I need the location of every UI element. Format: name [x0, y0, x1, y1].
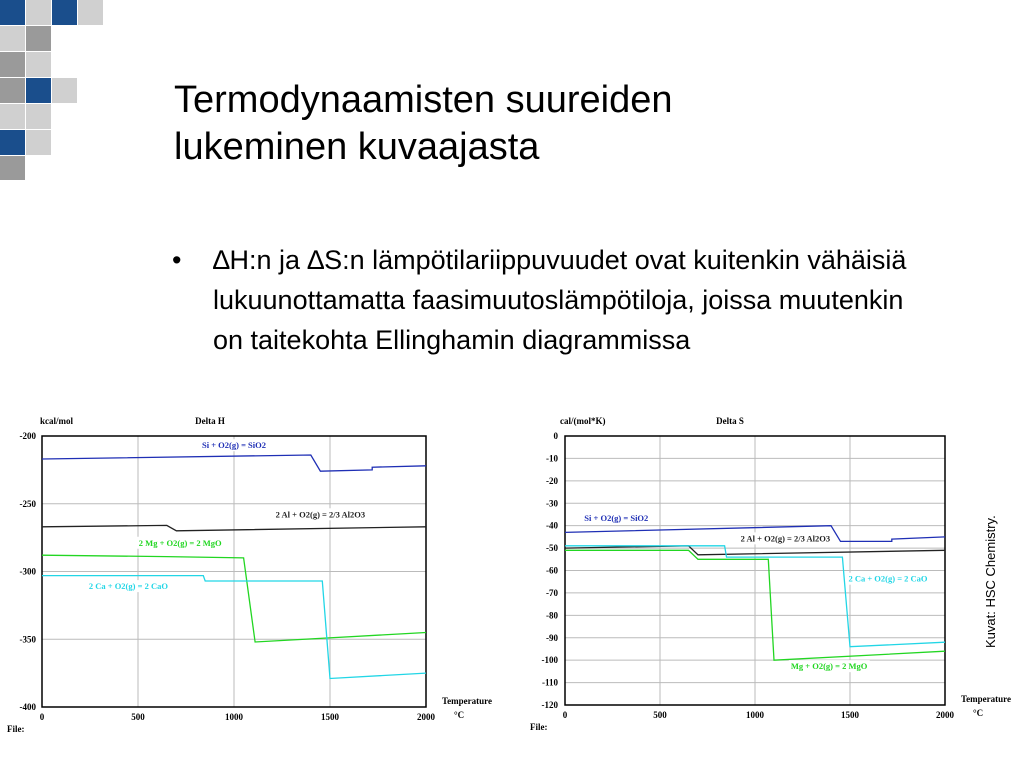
y-tick-label: -90	[546, 632, 558, 643]
y-tick-label: -350	[19, 634, 36, 645]
x-tick-label: 2000	[936, 710, 954, 720]
y-tick-label: -10	[546, 453, 558, 464]
x-tick-label: 2000	[417, 712, 435, 722]
series-label: 2 Ca + O2(g) = 2 CaO	[848, 573, 928, 584]
y-tick-label: -400	[19, 702, 36, 712]
y-tick-label: -100	[541, 655, 558, 666]
x-axis-unit: °C	[973, 708, 984, 718]
x-axis-label: Temperature	[442, 696, 492, 706]
x-tick-label: 500	[131, 712, 145, 722]
bullet-text: ∆H:n ja ∆S:n lämpötilariippuvuudet ovat kuitenkin vähäisiä lukuunottamatta faasimuutoslämpötiloja, joissa muutenkin on taitekohta Ellinghamin diagrammissa	[213, 245, 907, 355]
x-tick-label: 500	[653, 710, 667, 720]
x-tick-label: 0	[562, 710, 568, 720]
title-line-2: lukeminen kuvaajasta	[174, 126, 540, 168]
decorative-squares	[0, 0, 105, 180]
y-tick-label: -20	[546, 475, 558, 486]
series-label: 2 Mg + O2(g) = 2 MgO	[138, 537, 222, 548]
image-credit: Kuvat: HSC Chemistry.	[983, 515, 998, 648]
slide-title	[174, 77, 934, 171]
y-axis-label: kcal/mol	[40, 416, 73, 426]
y-axis-label: cal/(mol*K)	[560, 416, 606, 426]
x-axis-unit: °C	[454, 710, 465, 720]
y-tick-label: -250	[19, 498, 36, 509]
bullet-glyph: •	[172, 245, 182, 275]
series-label: 2 Al + O2(g) = 2/3 Al2O3	[275, 509, 366, 520]
y-tick-label: 0	[553, 431, 558, 441]
series-label: Si + O2(g) = SiO2	[202, 440, 266, 451]
file-label: File:	[530, 722, 548, 732]
series-label: 2 Al + O2(g) = 2/3 Al2O3	[740, 533, 831, 544]
y-tick-label: -30	[546, 498, 558, 509]
x-axis-label: Temperature	[961, 694, 1011, 704]
y-tick-label: -70	[546, 587, 558, 598]
series-label: Mg + O2(g) = 2 MgO	[790, 661, 868, 672]
series-label: Si + O2(g) = SiO2	[584, 513, 649, 524]
x-tick-label: 1500	[321, 712, 339, 722]
y-tick-label: -50	[546, 543, 558, 554]
file-label: File:	[7, 724, 25, 734]
delta-h-chart	[0, 408, 505, 738]
title-line-1: Termodynaamisten suureiden	[174, 79, 673, 121]
x-tick-label: 1000	[746, 710, 764, 720]
delta-s-chart	[520, 408, 1020, 738]
y-tick-label: -120	[541, 700, 558, 710]
y-tick-label: -110	[541, 677, 558, 688]
y-tick-label: -40	[546, 520, 558, 531]
y-tick-label: -300	[19, 566, 36, 577]
y-tick-label: -200	[19, 431, 36, 441]
chart-title: Delta S	[716, 416, 744, 426]
x-tick-label: 1000	[225, 712, 243, 722]
x-tick-label: 1500	[841, 710, 859, 720]
x-tick-label: 0	[39, 712, 45, 722]
series-label: 2 Ca + O2(g) = 2 CaO	[88, 581, 168, 592]
y-tick-label: -60	[546, 565, 558, 576]
chart-title: Delta H	[195, 416, 225, 426]
y-tick-label: -80	[546, 610, 558, 621]
